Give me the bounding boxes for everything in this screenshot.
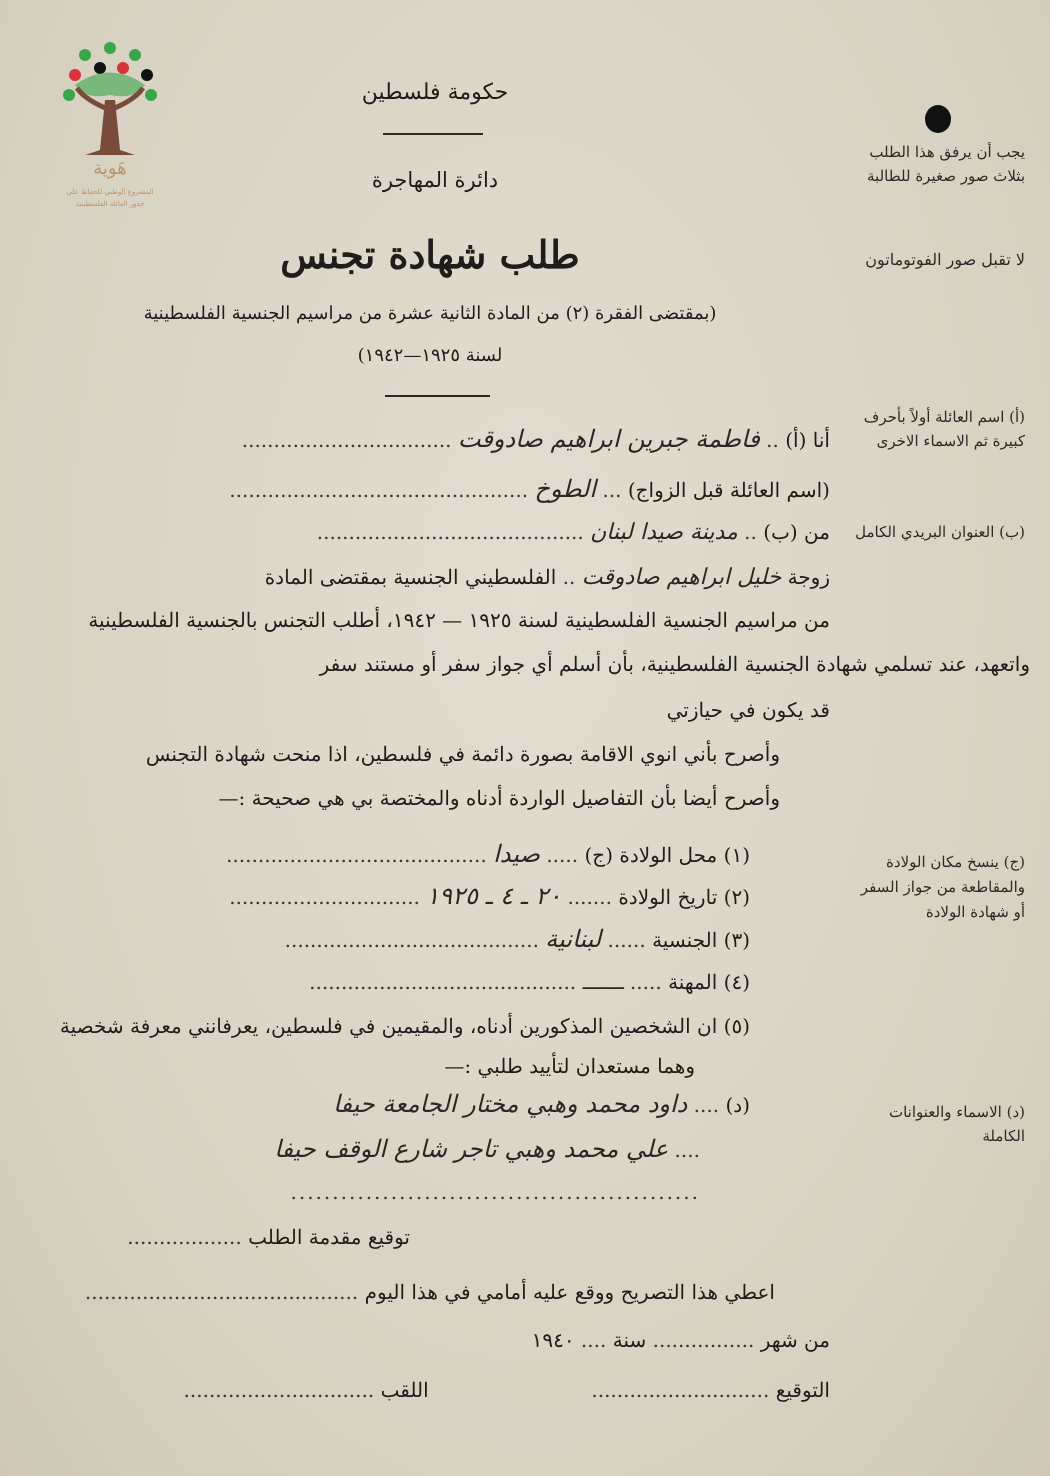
month-label: من شهر — [760, 1328, 830, 1352]
applicant-name-label: أنا (أ) — [785, 428, 830, 452]
item-5-number: (٥) — [723, 1014, 750, 1038]
applicant-name-value: فاطمة جبرين ابراهيم صادوقت — [457, 425, 760, 453]
witness-1-value: داود محمد وهبي مختار الجامعة حيفا — [333, 1090, 688, 1118]
occupation-value: ـــــــ — [582, 970, 624, 994]
husband-label: زوجة — [787, 565, 830, 589]
logo-tagline-2: جذور العائلة الفلسطينية — [75, 200, 145, 208]
margin-note-c: (ج) ينسخ مكان الولادة والمقاطعة من جواز السفر أو شهادة الولادة — [860, 853, 1025, 921]
ink-blot — [925, 105, 951, 133]
subtitle-line-1: (بمقتضى الفقرة (٢) من المادة الثانية عشرة من مراسيم الجنسية الفلسطينية — [143, 303, 717, 324]
margin-note-b: (ب) العنوان البريدي الكامل — [855, 523, 1025, 541]
header-rule-1 — [383, 133, 483, 135]
nationality-value: لبنانية — [545, 925, 602, 953]
official-signature-line: التوقيع ............................ اللقب .............................. — [183, 1378, 830, 1402]
birthdate-value: ٢٠ ـ ٤ ـ ١٩٢٥ — [426, 882, 562, 910]
witness-line-1: (د) .... داود محمد وهبي مختار الجامعة حيفا — [333, 1090, 750, 1118]
birthplace-value: صيدا — [493, 840, 540, 868]
paragraph-1-line-1: من مراسيم الجنسية الفلسطينية لسنة ١٩٢٥ — ١٩٤٢، أطلب التجنس بالجنسية الفلسطينية — [88, 608, 830, 632]
hawiya-logo — [55, 40, 165, 220]
item-1-label: محل الولادة (ج) — [584, 843, 718, 867]
date-line: من شهر ................ سنة .... ١٩٤٠ — [531, 1328, 830, 1352]
husband-suffix: الفلسطيني الجنسية بمقتضى المادة — [264, 565, 557, 589]
item-witness-intro — [60, 1014, 750, 1038]
witness-line-2: .... علي محمد وهبي تاجر شارع الوقف حيفا — [274, 1135, 700, 1163]
address-value: مدينة صيدا لبنان — [590, 520, 738, 545]
item-5-line-2: وهما مستعدان لتأييد طلبي :— — [444, 1054, 695, 1078]
official-signature-label: التوقيع — [775, 1378, 830, 1402]
item-birthdate: (٢) تاريخ الولادة ....... ٢٠ ـ ٤ ـ ١٩٢٥ .............................. — [229, 882, 750, 910]
witness-2-value: علي محمد وهبي تاجر شارع الوقف حيفا — [274, 1135, 669, 1163]
declaration-text: اعطي هذا التصريح ووقع عليه أمامي في هذا اليوم — [364, 1280, 775, 1304]
applicant-signature-label: توقيع مقدمة الطلب — [248, 1225, 410, 1249]
item-2-number: (٢) — [723, 885, 750, 909]
paragraph-1-line-2: واتعهد، عند تسلمي شهادة الجنسية الفلسطينية، بأن أسلم أي جواز سفر أو مستند سفر — [319, 652, 1030, 676]
husband-value: خليل ابراهيم صادوقت — [581, 565, 782, 590]
paragraph-3: وأصرح أيضا بأن التفاصيل الواردة أدناه والمختصة بي هي صحيحة :— — [218, 786, 780, 810]
item-3-label: الجنسية — [652, 928, 718, 952]
margin-note-photos: يجب أن يرفق هذا الطلب بثلاث صور صغيرة للطالبة — [867, 143, 1025, 185]
logo-tagline-1: المشروع الوطني للحفاظ على — [66, 188, 154, 196]
maiden-name-value: الطوخ — [534, 475, 597, 503]
witness-blank-line: ................................................. — [290, 1180, 700, 1204]
line-address: من (ب) .. مدينة صيدا لبنان .......................................... — [316, 520, 830, 545]
margin-note-a: (أ) اسم العائلة أولاً بأحرف كبيرة ثم الاسماء الاخرى — [863, 408, 1025, 450]
item-3-number: (٣) — [723, 928, 750, 952]
margin-note-d: (د) الاسماء والعنوانات الكاملة — [888, 1103, 1025, 1145]
item-4-label: المهنة — [668, 970, 718, 994]
subtitle-line-2: لسنة ١٩٢٥—١٩٤٢) — [357, 345, 503, 366]
address-label: من (ب) — [763, 520, 830, 544]
item-5-line-1: ان الشخصين المذكورين أدناه، والمقيمين في فلسطين، يعرفانني معرفة شخصية — [59, 1014, 718, 1038]
margin-note-photomaton: لا تقبل صور الفوتوماتون — [865, 250, 1025, 269]
declaration-line: اعطي هذا التصريح ووقع عليه أمامي في هذا اليوم ........................................... — [84, 1280, 775, 1304]
header-rule-2 — [385, 395, 490, 397]
line-husband: زوجة خليل ابراهيم صادوقت .. الفلسطيني الجنسية بمقتضى المادة — [264, 565, 830, 590]
item-2-label: تاريخ الولادة — [618, 885, 718, 909]
item-4-number: (٤) — [723, 970, 750, 994]
witness-d-label: (د) — [725, 1093, 750, 1117]
line-maiden-name: (اسم العائلة قبل الزواج) ... الطوخ ............................................... — [229, 475, 830, 503]
form-title: طلب شهادة تجنس — [280, 232, 580, 277]
item-occupation: (٤) المهنة ..... ـــــــ .......................................... — [309, 970, 750, 994]
year-value: ١٩٤٠ — [531, 1328, 575, 1352]
official-title-label: اللقب — [380, 1378, 429, 1402]
line-applicant-name: أنا (أ) .. فاطمة جبرين ابراهيم صادوقت ................................. — [241, 425, 830, 453]
item-birthplace: (١) محل الولادة (ج) ..... صيدا ......................................... — [226, 840, 750, 868]
government-title: حكومة فلسطين — [361, 80, 509, 105]
item-1-number: (١) — [723, 843, 750, 867]
year-label: سنة — [612, 1328, 647, 1352]
maiden-name-label: (اسم العائلة قبل الزواج) — [627, 478, 830, 502]
applicant-signature-line: توقيع مقدمة الطلب .................. — [127, 1225, 410, 1249]
paragraph-2: وأصرح بأني انوي الاقامة بصورة دائمة في فلسطين، اذا منحت شهادة التجنس — [145, 742, 780, 766]
logo-text: هَوية — [93, 158, 127, 179]
item-nationality: (٣) الجنسية ...... لبنانية ........................................ — [284, 925, 750, 953]
paragraph-1-line-3: قد يكون في حيازتي — [666, 698, 830, 722]
department-title: دائرة المهاجرة — [371, 168, 499, 192]
